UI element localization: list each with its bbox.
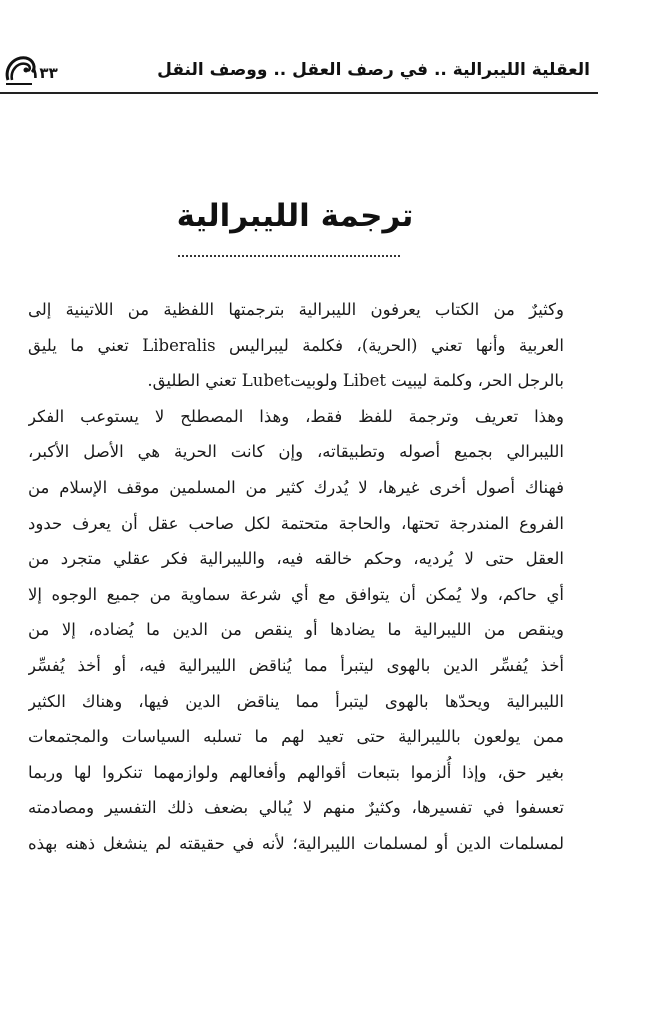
text-line: بغير حق، وإذا أُلزموا بتبعات أقوالهم وأفعالهم ولوازمهما تنكروا لها وربما — [28, 762, 564, 782]
body-text — [28, 292, 564, 862]
title-dotted-underline — [178, 255, 400, 257]
text-line: أي حاكم، ولا يُمكن أن يتوافق مع أي شرعة سماوية من جميع الوجوه إلا — [28, 584, 564, 604]
text-line: وهذا تعريف وترجمة للفظ فقط، وهذا المصطلح لا يستوعب الفكر — [28, 406, 564, 426]
chapter-title: ترجمة الليبرالية — [176, 198, 414, 234]
text-line: الليبرالي بجميع أصوله وتطبيقاته، وإن كانت الحرية هي الأصل الأكبر، — [28, 442, 564, 462]
text-line: العقل حتى لا يُرديه، وحكم خالقه فيه، والليبرالية فكر عقلي متجرد من — [28, 549, 564, 569]
running-header — [0, 50, 600, 96]
text-line: تعسفوا في تفسيرها، وكثيرٌ منهم لا يُبالي بضعف ذلك التفسير ومصادمته — [28, 798, 564, 818]
text-line: أخذ يُفسِّر الدين بالهوى ليتبرأ مما يُناقض الليبرالية فيه، أو أخذ يُفسِّر — [28, 655, 564, 675]
text-line: فهناك أصول أخرى غيرها، لا يُدرك كثير من المسلمين موقف الإسلام من — [28, 477, 564, 497]
text-line: لمسلمات الدين أو لمسلمات الليبرالية؛ لأنه في حقيقته لم ينشغل ذهنه بهذه — [28, 833, 564, 853]
text-line: وينقص من الليبرالية ما يضادها أو ينقص من الدين ما يُضاده، إلا من — [28, 620, 564, 640]
text-line: وكثيرٌ من الكتاب يعرفون الليبرالية بترجمتها اللفظية من اللاتينية إلى — [28, 300, 564, 319]
running-title: العقلية الليبرالية .. في رصف العقل .. ووصف النقل — [157, 60, 590, 80]
text-line: العربية وأنها تعني (الحرية)، فكلمة ليبراليس Liberalis تعني ما يليق — [28, 335, 564, 355]
text-line: ممن يولعون بالليبرالية حتى تعيد لهم ما تسلبه السياسات والمجتمعات — [28, 727, 564, 747]
page-number: ١٣٣ — [30, 64, 58, 82]
header-divider — [0, 92, 598, 94]
text-line: الفروع المندرجة تحتها، والحاجة متحتمة لكل صاحب عقل أن يعرف حدود — [28, 513, 564, 533]
text-line: بالرجل الحر، وكلمة ليبيت Libet ولوبيتLubet تعني الطليق. — [147, 371, 564, 391]
text-line: الليبرالية ويحدّها بالهوى ليتبرأ مما يناقض الدين فيها، وهناك الكثير — [28, 691, 564, 711]
